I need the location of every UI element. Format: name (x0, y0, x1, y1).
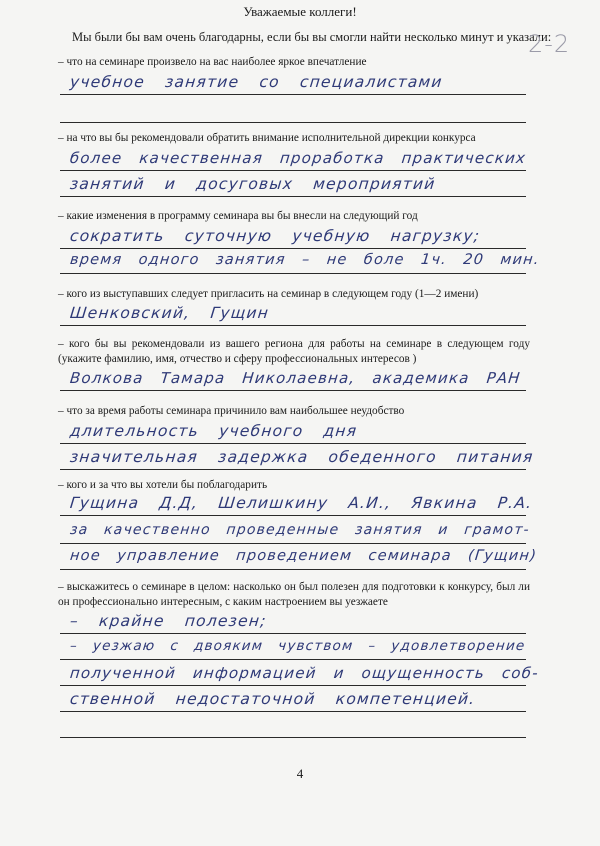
answer-rule (60, 325, 526, 326)
answer-impression-line-1: учебное занятие со специалистами (69, 73, 444, 91)
answer-overall-line-1: – крайне полезен; (69, 612, 268, 630)
answer-rule (60, 569, 526, 570)
answer-program-changes-line-2: время одного занятия – не боле 1ч. 20 мин. (69, 252, 541, 268)
answer-rule (60, 711, 526, 712)
answer-regional-nominee-line-1: Волкова Тамара Николаевна, академика РАН (69, 369, 522, 387)
answer-inconvenience-line-2: значительная задержка обеденного питания (69, 448, 535, 466)
question-regional-nominee: – кого бы вы рекомендовали из вашего региона для работы на семинаре в следующем году (укажите фамилию, имя, отчество и сферу профессиональных интересов ) (58, 338, 530, 365)
answer-overall-line-3: полученной информацией и ощущенность соб- (69, 664, 540, 682)
page-number: 4 (296, 766, 304, 781)
answer-rule (60, 515, 526, 516)
answer-recommendation-line-1: более качественная проработка практических (69, 149, 528, 167)
answer-rule (60, 94, 526, 95)
answer-rule (60, 170, 526, 171)
answer-gratitude-line-3: ное управление проведением семинара (Гущин) (69, 548, 538, 564)
answer-rule (60, 443, 526, 444)
answer-overall-line-4: ственной недостаточной компетенцией. (69, 690, 477, 708)
answer-rule (60, 737, 526, 738)
answer-rule (60, 659, 526, 660)
answer-inconvenience-line-1: длительность учебного дня (69, 422, 359, 440)
question-overall: – выскажитесь о семинаре в целом: насколько он был полезен для подготовки к конкурсу, был ли он профессионально интересным, с каким настроением вы уезжаете (58, 581, 530, 608)
question-recommendation: – на что вы бы рекомендовали обратить внимание исполнительной дирекции конкурса (58, 132, 476, 144)
handwritten-reference-mark: 2-2 (528, 30, 571, 58)
answer-speakers-line-1: Шенковский, Гущин (69, 304, 271, 322)
answer-rule (60, 273, 526, 274)
intro-text: Мы были бы вам очень благодарны, если бы вы смогли найти несколько минут и указали: (72, 30, 552, 44)
page-title: Уважаемые коллеги! (243, 4, 357, 19)
question-impression: – что на семинаре произвело на вас наиболее яркое впечатление (58, 56, 367, 68)
answer-rule (60, 685, 526, 686)
answer-rule (60, 543, 526, 544)
answer-program-changes-line-1: сократить суточную учебную нагрузку; (69, 227, 482, 245)
answer-rule (60, 469, 526, 470)
answer-rule (60, 196, 526, 197)
question-program-changes: – какие изменения в программу семинара вы бы внесли на следующий год (58, 210, 418, 222)
answer-rule (60, 633, 526, 634)
answer-rule (60, 390, 526, 391)
answer-gratitude-line-2: за качественно проведенные занятия и грамот- (69, 522, 531, 538)
answer-rule (60, 122, 526, 123)
question-inconvenience: – что за время работы семинара причинило вам наибольшее неудобство (58, 405, 405, 417)
answer-recommendation-line-2: занятий и досуговых мероприятий (69, 175, 437, 193)
answer-overall-line-2: – уезжаю с двояким чувством – удовлетворение (69, 638, 527, 654)
answer-rule (60, 248, 526, 249)
answer-gratitude-line-1: Гущина Д.Д, Шелишкину А.И., Явкина Р.А. (69, 494, 534, 512)
question-speakers: – кого из выступавших следует пригласить на семинар в следующем году (1—2 имени) (58, 288, 479, 300)
question-gratitude: – кого и за что вы хотели бы поблагодарить (58, 479, 268, 491)
